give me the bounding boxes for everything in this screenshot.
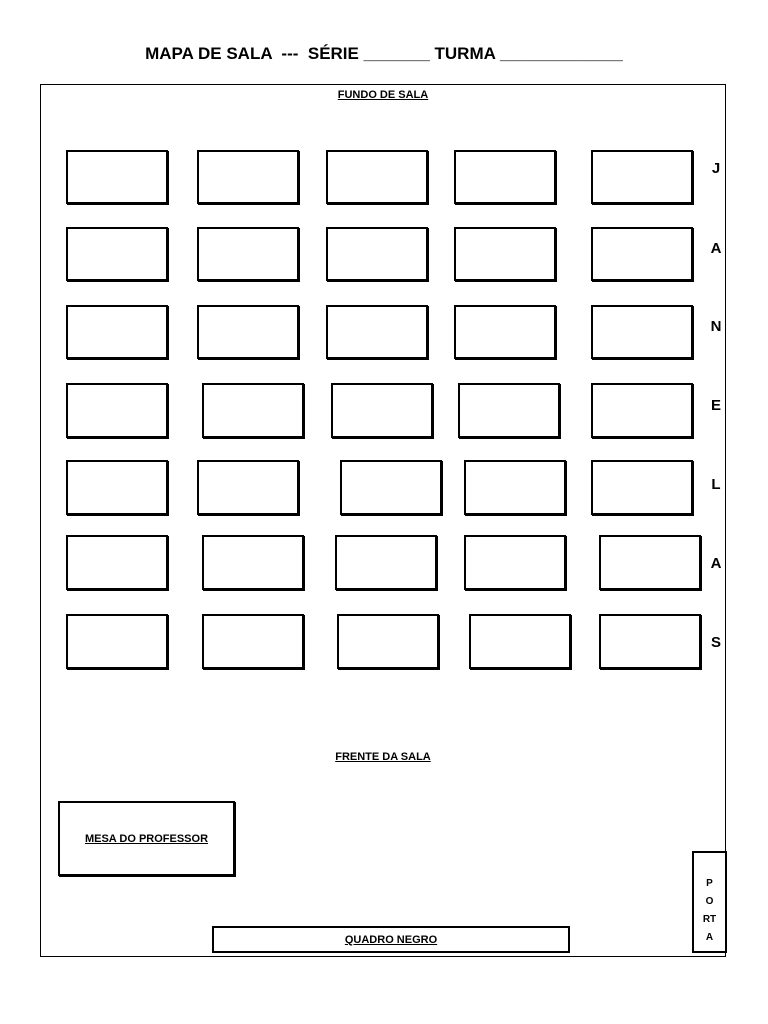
door [692, 851, 727, 953]
student-desk [331, 383, 433, 438]
door-letter: P [706, 878, 713, 889]
window-letter: L [711, 476, 721, 493]
window-letter: E [710, 397, 721, 414]
student-desk [66, 460, 168, 515]
door-letter: RT [702, 914, 717, 925]
blackboard [212, 926, 570, 953]
student-desk [464, 535, 566, 590]
student-desk [66, 614, 168, 669]
student-desk [591, 305, 693, 359]
student-desk [197, 305, 299, 359]
teacher-desk [58, 801, 235, 876]
student-desk [202, 614, 304, 669]
student-desk [591, 150, 693, 204]
student-desk [599, 614, 701, 669]
student-desk [66, 150, 168, 204]
student-desk [591, 227, 693, 281]
student-desk [197, 150, 299, 204]
student-desk [202, 535, 304, 590]
window-letter: A [710, 240, 722, 257]
student-desk [458, 383, 560, 438]
student-desk [66, 383, 168, 438]
student-desk [66, 227, 168, 281]
door-letter: O [705, 896, 714, 907]
student-desk [454, 150, 556, 204]
student-desk [340, 460, 442, 515]
window-letter: J [711, 160, 721, 177]
blackboard-label: QUADRO NEGRO [344, 933, 438, 946]
student-desk [599, 535, 701, 590]
student-desk [464, 460, 566, 515]
student-desk [326, 305, 428, 359]
back-of-room-label: FUNDO DE SALA [337, 89, 429, 101]
student-desk [591, 460, 693, 515]
student-desk [197, 460, 299, 515]
student-desk [326, 150, 428, 204]
student-desk [454, 227, 556, 281]
front-of-room-label: FRENTE DA SALA [335, 751, 431, 763]
student-desk [469, 614, 571, 669]
door-letter: A [705, 932, 714, 943]
student-desk [454, 305, 556, 359]
student-desk [197, 227, 299, 281]
window-letter: S [710, 634, 721, 651]
teacher-desk-label: MESA DO PROFESSOR [84, 832, 209, 845]
window-letter: A [710, 555, 722, 572]
student-desk [66, 535, 168, 590]
student-desk [591, 383, 693, 438]
student-desk [335, 535, 437, 590]
student-desk [202, 383, 304, 438]
page-title: MAPA DE SALA --- SÉRIE _______ TURMA _____________ [145, 44, 623, 63]
student-desk [337, 614, 439, 669]
student-desk [66, 305, 168, 359]
student-desk [326, 227, 428, 281]
window-letter: N [710, 318, 722, 335]
